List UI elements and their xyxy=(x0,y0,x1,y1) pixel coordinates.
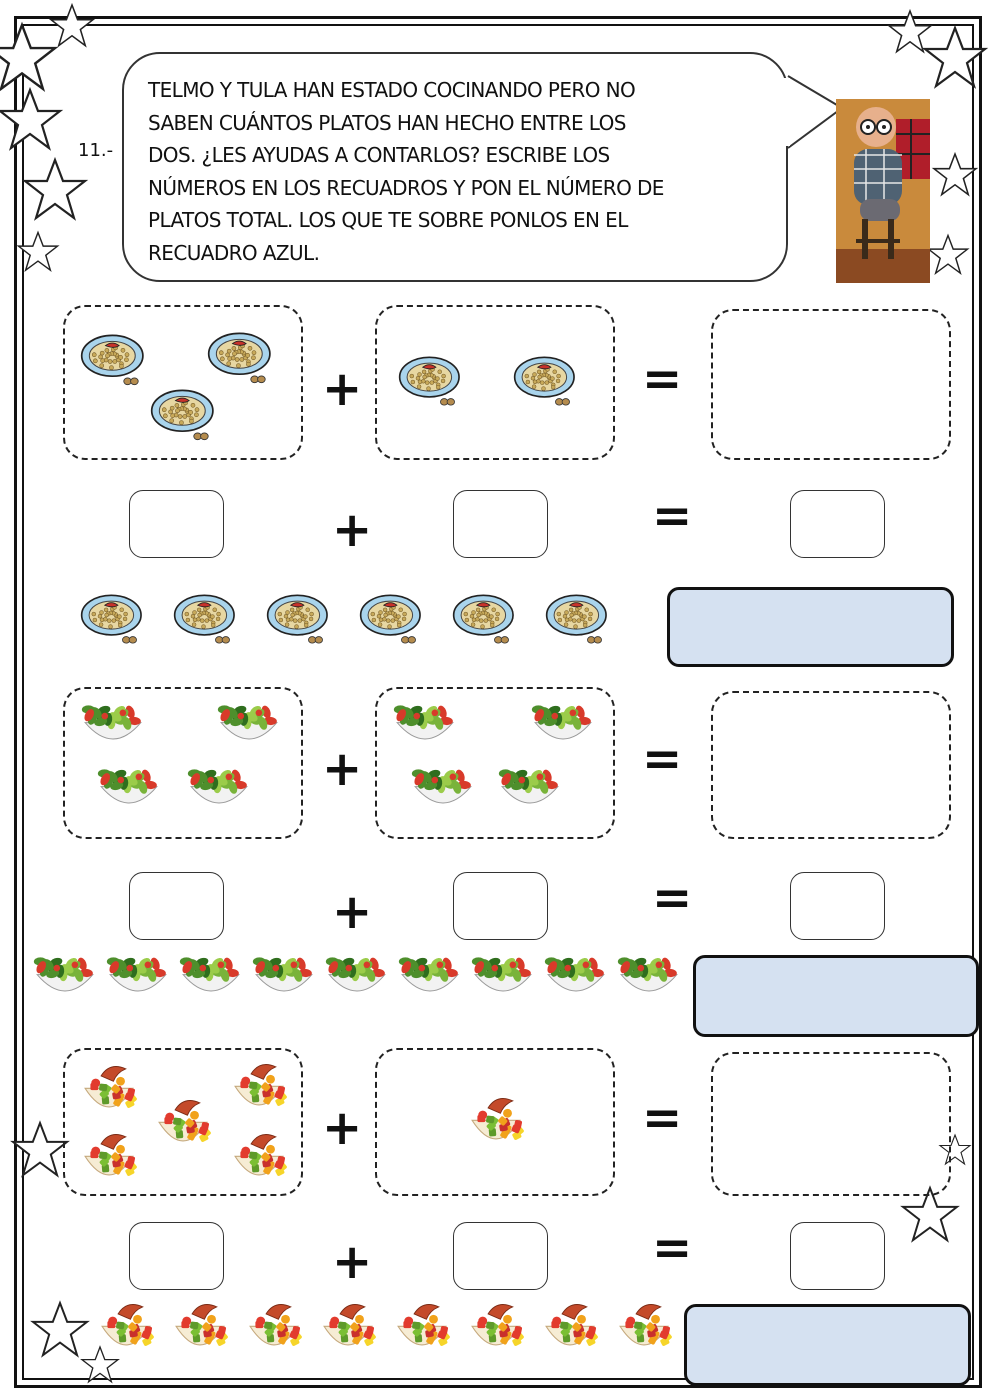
total-drop-box[interactable] xyxy=(711,1052,951,1196)
leftover-blue-box[interactable] xyxy=(667,587,954,667)
salad-bowl-icon[interactable] xyxy=(543,950,609,1008)
salad-bowl-icon xyxy=(392,698,458,756)
plus-sign: + xyxy=(332,1234,373,1290)
leftover-blue-box[interactable] xyxy=(684,1304,971,1386)
salad-bowl-icon xyxy=(216,698,282,756)
answer-b-input[interactable] xyxy=(453,1222,548,1290)
instruction-text: TELMO Y TULA HAN ESTADO COCINANDO PERO NO SABEN CUÁNTOS PLATOS HAN HECHO ENTRE LOS DOS. ¿LES AYUDAS A CONTARLOS? ESCRIBE LOS NÚMEROS EN LOS RECUADROS Y PON EL NÚMERO DE PLATOS TOTAL. LOS QUE TE SOBRE PONLOS EN EL RECUADRO AZUL. xyxy=(148,78,664,265)
equals-sign: = xyxy=(652,870,693,926)
chickpea-plate-icon[interactable] xyxy=(80,592,146,652)
fruit-salad-icon xyxy=(78,1128,140,1194)
fruit-salad-icon xyxy=(228,1058,290,1124)
exercise-number: 11.- xyxy=(78,140,114,161)
answer-a-input[interactable] xyxy=(129,872,224,940)
chickpea-plate-icon xyxy=(150,387,218,449)
chickpea-plate-icon xyxy=(513,354,579,414)
fruit-salad-icon xyxy=(465,1092,527,1158)
salad-bowl-icon[interactable] xyxy=(251,950,317,1008)
total-drop-box[interactable] xyxy=(711,309,951,460)
answer-b-input[interactable] xyxy=(453,490,548,558)
chickpea-plate-icon[interactable] xyxy=(452,592,518,652)
plus-sign: + xyxy=(322,741,363,797)
salad-bowl-icon xyxy=(497,762,563,820)
fruit-salad-icon xyxy=(152,1094,214,1160)
fruit-salad-icon[interactable] xyxy=(539,1298,601,1364)
fruit-salad-icon[interactable] xyxy=(613,1298,675,1364)
salad-bowl-icon xyxy=(530,698,596,756)
speech-bubble xyxy=(122,52,788,282)
salad-bowl-icon[interactable] xyxy=(32,950,98,1008)
chickpea-plate-icon[interactable] xyxy=(359,592,425,652)
salad-bowl-icon[interactable] xyxy=(178,950,244,1008)
salad-bowl-icon[interactable] xyxy=(397,950,463,1008)
salad-bowl-icon xyxy=(186,762,252,820)
salad-bowl-icon[interactable] xyxy=(470,950,536,1008)
fruit-salad-icon[interactable] xyxy=(465,1298,527,1364)
salad-bowl-icon[interactable] xyxy=(324,950,390,1008)
chickpea-plate-icon[interactable] xyxy=(266,592,332,652)
chickpea-plate-icon[interactable] xyxy=(173,592,239,652)
fruit-salad-icon xyxy=(228,1128,290,1194)
equals-sign: = xyxy=(652,1220,693,1276)
salad-bowl-icon[interactable] xyxy=(105,950,171,1008)
plus-sign: + xyxy=(322,360,363,417)
answer-a-input[interactable] xyxy=(129,1222,224,1290)
equals-sign: = xyxy=(642,350,683,407)
plus-sign: + xyxy=(332,884,373,940)
fruit-salad-icon[interactable] xyxy=(317,1298,379,1364)
salad-bowl-icon xyxy=(80,698,146,756)
answer-b-input[interactable] xyxy=(453,872,548,940)
chickpea-plate-icon xyxy=(207,330,275,392)
answer-total-input[interactable] xyxy=(790,872,885,940)
answer-total-input[interactable] xyxy=(790,490,885,558)
salad-bowl-icon xyxy=(410,762,476,820)
fruit-salad-icon[interactable] xyxy=(169,1298,231,1364)
fruit-salad-icon[interactable] xyxy=(243,1298,305,1364)
plus-sign: + xyxy=(332,502,373,558)
chickpea-plate-icon xyxy=(80,332,148,394)
telmo-character-icon xyxy=(836,99,930,283)
fruit-salad-icon xyxy=(78,1060,140,1126)
equals-sign: = xyxy=(652,488,693,544)
total-drop-box[interactable] xyxy=(711,691,951,839)
fruit-salad-icon[interactable] xyxy=(391,1298,453,1364)
answer-total-input[interactable] xyxy=(790,1222,885,1290)
equals-sign: = xyxy=(642,731,683,787)
chickpea-plate-icon[interactable] xyxy=(545,592,611,652)
fruit-salad-icon[interactable] xyxy=(95,1298,157,1364)
plus-sign: + xyxy=(322,1100,363,1156)
equals-sign: = xyxy=(642,1090,683,1146)
chickpea-plate-icon xyxy=(398,354,464,414)
salad-bowl-icon xyxy=(96,762,162,820)
salad-bowl-icon[interactable] xyxy=(616,950,682,1008)
answer-a-input[interactable] xyxy=(129,490,224,558)
leftover-blue-box[interactable] xyxy=(693,955,979,1037)
